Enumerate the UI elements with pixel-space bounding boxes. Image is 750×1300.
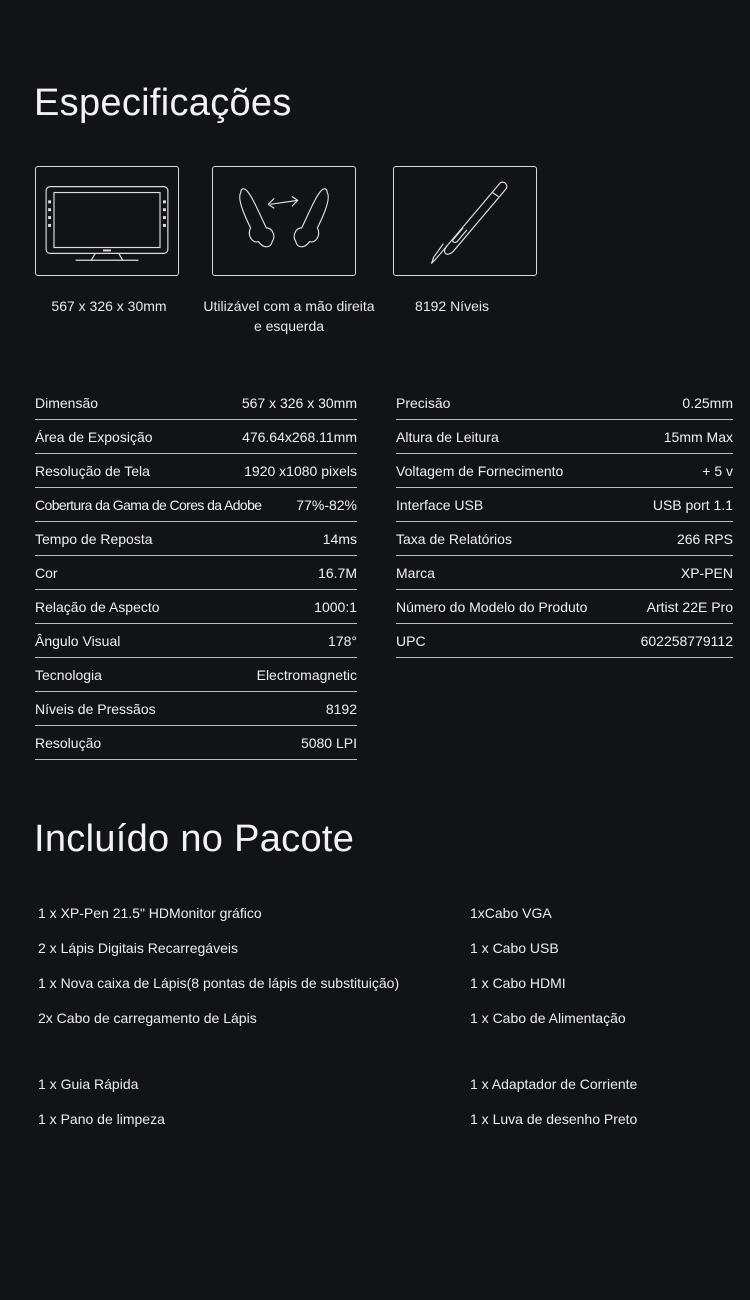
spec-label: Tecnologia — [35, 667, 102, 683]
spec-label: Resolução — [35, 735, 102, 751]
monitor-icon-box — [35, 166, 179, 276]
spec-label: Relação de Aspecto — [35, 599, 160, 615]
icon-caption-hands — [190, 296, 388, 336]
spec-value: 77%-82% — [296, 497, 357, 513]
spec-row — [396, 556, 733, 590]
spec-table-right — [396, 386, 733, 658]
spec-value: 266 RPS — [676, 531, 733, 547]
spec-value: 178° — [328, 633, 357, 649]
spec-row — [35, 556, 357, 590]
spec-row — [35, 726, 357, 760]
spec-label: Interface USB — [396, 497, 484, 513]
package-item: 1 x XP-Pen 21.5" HDMonitor gráfico — [38, 905, 262, 921]
package-spacer — [470, 1036, 637, 1067]
spec-row — [35, 420, 357, 454]
spec-value: 14ms — [322, 531, 357, 547]
spec-value: 567 x 326 x 30mm — [241, 395, 357, 411]
spec-value: XP-PEN — [680, 565, 733, 581]
spec-label: Número do Modelo do Produto — [396, 599, 588, 615]
spec-row — [35, 590, 357, 624]
package-item: 1 x Cabo USB — [470, 940, 559, 956]
spec-row — [396, 488, 733, 522]
spec-table-left — [35, 386, 357, 760]
spec-label: Taxa de Relatórios — [396, 531, 512, 547]
icon-caption-hands-line2: e esquerda — [253, 318, 325, 334]
spec-value: + 5 v — [702, 463, 733, 479]
spec-value: Electromagnetic — [256, 667, 357, 683]
spec-row — [35, 624, 357, 658]
hands-icon-box — [212, 166, 356, 276]
spec-row — [35, 386, 357, 420]
spec-label: Níveis de Pressãos — [35, 701, 156, 717]
package-list-right — [470, 896, 637, 1137]
specs-title: Especificações — [34, 82, 292, 124]
spec-row — [396, 454, 733, 488]
package-item: 1 x Nova caixa de Lápis(8 pontas de lápis de substituição) — [38, 975, 400, 991]
monitor-icon — [36, 167, 178, 275]
spec-value: 0.25mm — [682, 395, 733, 411]
spec-label: Resolução de Tela — [35, 463, 150, 479]
pen-icon — [394, 167, 536, 275]
package-spacer — [38, 1036, 399, 1067]
package-item: 2x Cabo de carregamento de Lápis — [38, 1010, 257, 1026]
package-item: 1 x Pano de limpeza — [38, 1111, 165, 1127]
spec-value: Artist 22E Pro — [646, 599, 733, 615]
spec-row — [35, 522, 357, 556]
spec-value: 5080 LPI — [300, 735, 357, 751]
spec-row — [35, 488, 357, 522]
spec-row — [396, 420, 733, 454]
spec-row — [396, 386, 733, 420]
spec-label: Tempo de Reposta — [35, 531, 153, 547]
spec-value: 1920 x1080 pixels — [244, 463, 357, 479]
spec-row — [35, 454, 357, 488]
spec-row — [35, 658, 357, 692]
spec-value: 476.64x268.11mm — [242, 429, 357, 445]
spec-value: USB port 1.1 — [652, 497, 733, 513]
spec-label: Cor — [35, 565, 58, 581]
package-item: 1xCabo VGA — [470, 905, 552, 921]
spec-row — [396, 522, 733, 556]
spec-value: 15mm Max — [663, 429, 733, 445]
spec-row — [35, 692, 357, 726]
spec-label: Cobertura da Gama de Cores da Adobe — [35, 497, 262, 513]
spec-row — [396, 624, 733, 658]
package-list-left — [38, 896, 399, 1137]
icon-caption-hands-line1: Utilizável com a mão direita — [203, 298, 375, 314]
package-item: 1 x Cabo HDMI — [470, 975, 566, 991]
spec-label: Voltagem de Fornecimento — [396, 463, 564, 479]
spec-value: 1000:1 — [314, 599, 357, 615]
hands-swap-icon — [213, 167, 355, 275]
spec-label: Dimensão — [35, 395, 99, 411]
spec-label: Ângulo Visual — [35, 633, 121, 649]
spec-row — [396, 590, 733, 624]
package-item: 1 x Adaptador de Corriente — [470, 1076, 638, 1092]
spec-label: Precisão — [396, 395, 451, 411]
package-item: 1 x Cabo de Alimentação — [470, 1010, 626, 1026]
spec-label: Área de Exposição — [35, 429, 153, 445]
icon-caption-size: 567 x 326 x 30mm — [51, 298, 167, 314]
icon-caption-pen: 8192 Níveis — [415, 298, 489, 314]
spec-label: Marca — [396, 565, 435, 581]
pen-icon-box — [393, 166, 537, 276]
package-item: 1 x Luva de desenho Preto — [470, 1111, 638, 1127]
package-title: Incluído no Pacote — [34, 818, 355, 860]
package-item: 1 x Guia Rápida — [38, 1076, 139, 1092]
spec-label: Altura de Leitura — [396, 429, 499, 445]
package-item: 2 x Lápis Digitais Recarregáveis — [38, 940, 238, 956]
spec-value: 8192 — [325, 701, 357, 717]
spec-label: UPC — [396, 633, 426, 649]
spec-value: 602258779112 — [640, 633, 733, 649]
spec-value: 16.7M — [318, 565, 357, 581]
